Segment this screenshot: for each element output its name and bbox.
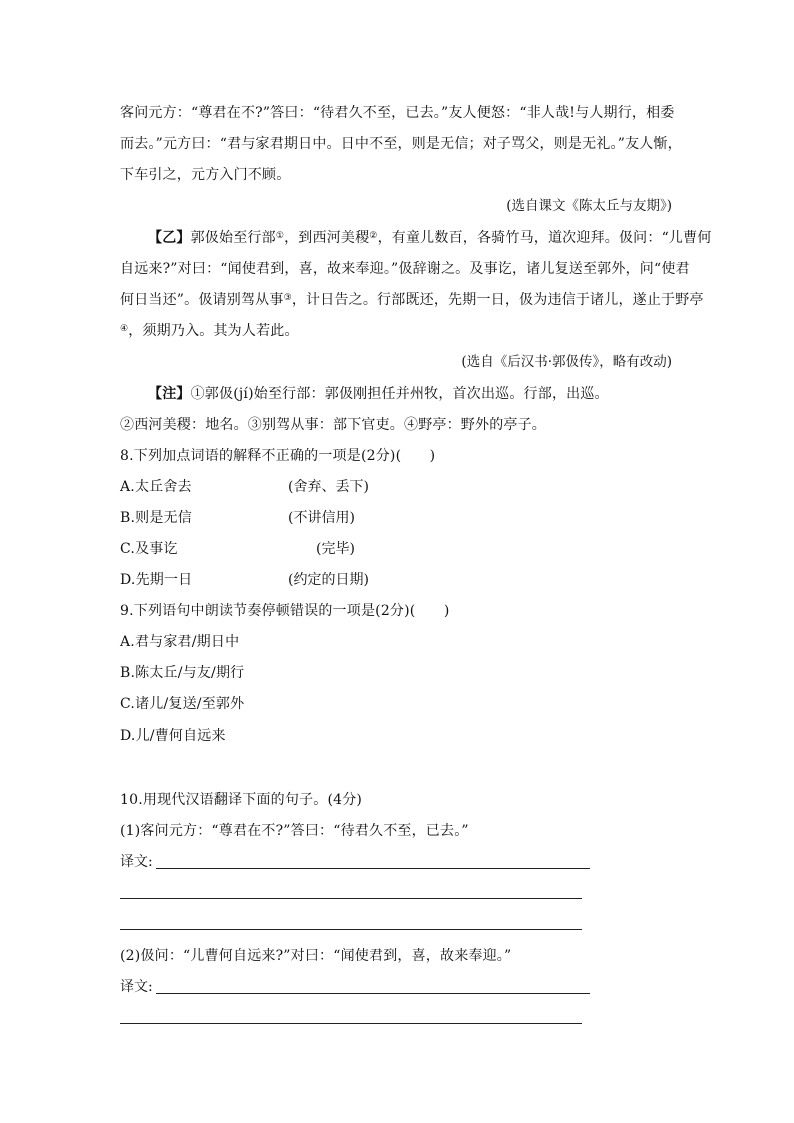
footnote-marker-1: ① — [275, 231, 285, 241]
passage-yi-text: 何日当还”。伋请别驾从事 — [120, 292, 284, 308]
q8-option-d-label: D.先期一日 — [120, 572, 193, 588]
passage-yi-text: ，有童儿数百，各骑竹马，道次迎拜。伋问：“儿曹何 — [377, 230, 712, 246]
passage-yi-line-4 — [120, 321, 299, 341]
passage-yi-line-3 — [120, 290, 704, 310]
passage-yi-tag: 【乙】 — [148, 230, 191, 246]
q8-option-a-label: A.太丘舍去 — [120, 479, 192, 495]
q8-option-b-definition: (不讲信用) — [288, 510, 355, 526]
passage-yi-text: ，须期乃入。其为人若此。 — [128, 323, 299, 339]
footnote-marker-2: ② — [369, 231, 378, 241]
notes-text: ①郭伋(jí)始至行部：郭伋刚担任并州牧，首次出巡。行部，出巡。 — [190, 386, 609, 402]
q8-option-d-definition: (约定的日期) — [288, 572, 369, 588]
q8-option-b-label: B.则是无信 — [120, 510, 192, 526]
answer-line-1a[interactable] — [156, 868, 590, 869]
passage-jia-source: (选自课文《陈太丘与友期》) — [506, 198, 672, 214]
passage-jia-line-3: 下车引之，元方入门不顾。 — [120, 167, 291, 183]
q10-sub-1: (1)客问元方：“尊君在不?”答曰：“待君久不至，已去。” — [120, 823, 469, 839]
q8-stem: 8.下列加点词语的解释不正确的一项是(2分)( ) — [120, 448, 436, 464]
q9-option-d: D.儿/曹何自远来 — [120, 728, 226, 744]
passage-yi-text: 郭伋始至行部 — [190, 230, 276, 246]
answer-line-1b[interactable] — [120, 898, 582, 899]
passage-yi-text: ，到西河美稷 — [284, 230, 370, 246]
q9-stem: 9.下列语句中朗读节奏停顿错误的一项是(2分)( ) — [120, 603, 450, 619]
passage-yi-text: ，计日告之。行部既还，先期一日，伋为违信于诸儿，遂止于野亭 — [291, 292, 704, 308]
q8-option-c-label: C.及事讫 — [120, 541, 178, 557]
q10-stem: 10.用现代汉语翻译下面的句子。(4分) — [120, 792, 363, 808]
notes-line-2: ②西河美稷：地名。③别驾从事：部下官吏。④野亭：野外的亭子。 — [120, 417, 546, 433]
answer-line-2a[interactable] — [156, 993, 590, 994]
q9-option-b: B.陈太丘/与友/期行 — [120, 665, 245, 681]
answer-label-1: 译文: — [120, 854, 153, 870]
passage-yi-line-1 — [148, 228, 712, 248]
q10-sub-2: (2)伋问：“儿曹何自远来?”对曰：“闻使君到，喜，故来奉迎。” — [120, 948, 512, 964]
notes-line-1 — [148, 384, 609, 404]
footnote-marker-3: ③ — [283, 293, 292, 303]
q8-option-c-definition: (完毕) — [316, 541, 355, 557]
passage-jia-line-2: 而去。”元方曰：“君与家君期日中。日中不至，则是无信；对子骂父，则是无礼。”友人惭， — [120, 136, 682, 152]
notes-tag: 【注】 — [148, 386, 191, 402]
answer-line-2b[interactable] — [120, 1023, 582, 1024]
q9-option-a: A.君与家君/期日中 — [120, 634, 240, 650]
q8-option-a-definition: (舍弃、丢下) — [288, 479, 369, 495]
passage-yi-line-2: 自远来?”对曰：“闻使君到，喜，故来奉迎。”伋辞谢之。及事讫，诸儿复送至郭外，问“使君 — [120, 261, 690, 277]
passage-jia-line-1: 客问元方：“尊君在不?”答曰：“待君久不至，已去。”友人便怒：“非人哉!与人期行，相委 — [120, 105, 675, 121]
answer-line-1c[interactable] — [120, 929, 582, 930]
passage-yi-source: (选自《后汉书·郭伋传》，略有改动) — [461, 354, 672, 370]
q9-option-c: C.诸儿/复送/至郭外 — [120, 696, 245, 712]
footnote-marker-4: ④ — [120, 324, 129, 334]
answer-label-2: 译文: — [120, 979, 153, 995]
